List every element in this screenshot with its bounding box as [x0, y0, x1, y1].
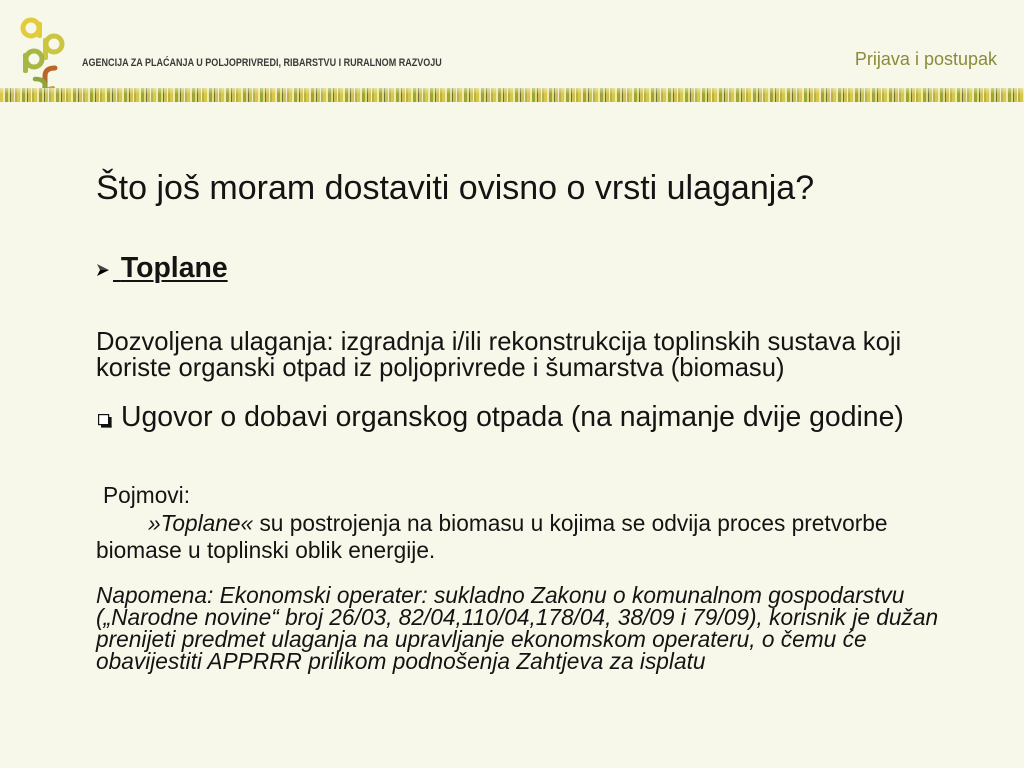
section-label: Prijava i postupak	[854, 49, 997, 69]
required-document-text: Ugovor o dobavi organskog otpada (na najmanje dvije godine)	[121, 401, 904, 433]
header-stripe-band	[0, 88, 1024, 102]
definition-text: su postrojenja na biomasu u kojima se odvija proces pretvorbe	[259, 509, 888, 536]
note-line: („Narodne novine“ broj 26/03, 82/04,110/04,178/04, 38/09 i 79/09), korisnik je dužan	[96, 604, 939, 630]
definition-term: »Toplane«	[148, 509, 254, 536]
slide-title: Što još moram dostaviti ovisno o vrsti ulaganja?	[96, 169, 815, 207]
note-line: prenijeti predmet ulaganja na upravljanje ekonomskom operateru, o čemu će	[96, 626, 867, 652]
note-paragraph	[96, 584, 938, 672]
arrow-bullet-icon	[97, 264, 109, 276]
definitions-heading: Pojmovi:	[103, 482, 190, 508]
agency-name: AGENCIJA ZA PLAĆANJA U POLJOPRIVREDI, RIBARSTVU I RURALNOM RAZVOJU	[82, 57, 442, 69]
investment-type-label: Toplane	[120, 252, 228, 284]
definition-line: biomase u toplinski oblik energije.	[96, 537, 436, 563]
apprrr-logo-icon	[12, 12, 70, 98]
definition-line	[148, 510, 887, 538]
paragraph-line: Dozvoljena ulaganja: izgradnja i/ili rekonstrukcija toplinskih sustava koji	[96, 328, 902, 356]
note-line: Napomena: Ekonomski operater: sukladno Zakonu o komunalnom gospodarstvu	[96, 582, 905, 608]
allowed-investments-paragraph	[96, 329, 901, 381]
paragraph-line: koriste organski otpad iz poljoprivrede i šumarstva (biomasu)	[96, 354, 785, 382]
checkbox-bullet-icon	[98, 414, 112, 428]
note-line: obavijestiti APPRRR prilikom podnošenja Zahtjeva za isplatu	[96, 648, 706, 674]
